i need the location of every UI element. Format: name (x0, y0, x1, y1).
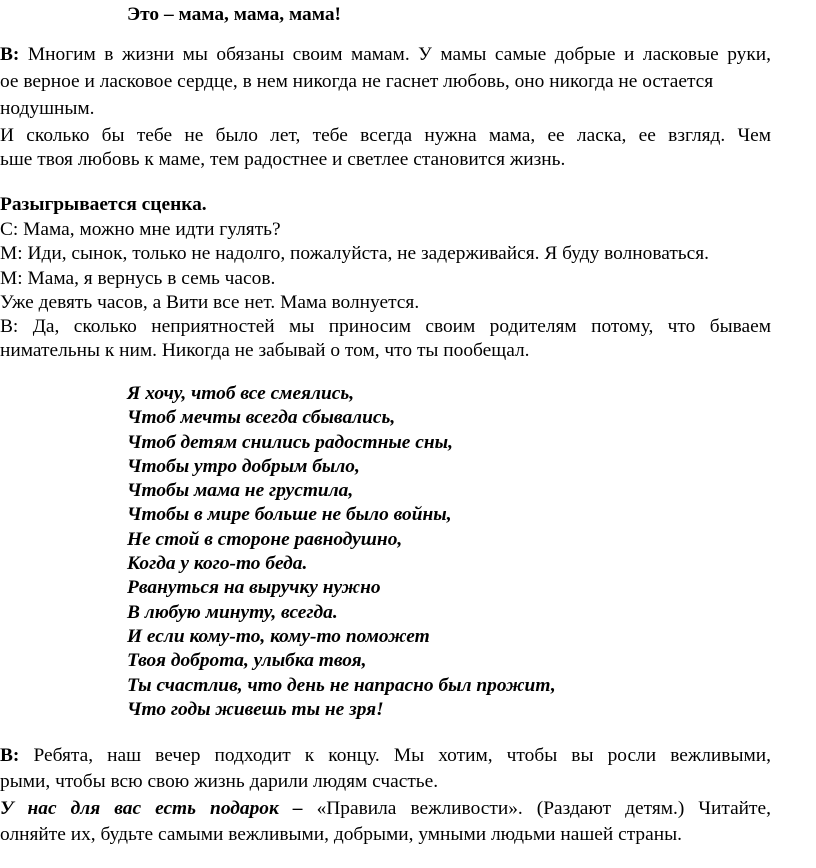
paragraph-text: Многим в жизни мы обязаны своим мамам. У мамы самые добрые и ласковые руки, (27, 44, 771, 65)
poem-line: Я хочу, чтоб все смеялись, (127, 383, 355, 404)
dialogue-line: М: Иди, сынок, только не надолго, пожалуйста, не задерживайся. Я буду волноваться. (0, 243, 710, 264)
paragraph-text: Ребята, наш вечер подходит к концу. Мы хотим, чтобы вы росли вежливыми, (33, 745, 771, 766)
paragraph-line: ьше твоя любовь к маме, тем радостнее и светлее становится жизнь. (0, 149, 566, 170)
poem-line: Чтоб детям снились радостные сны, (127, 431, 453, 453)
poem-line: Чтобы утро добрым было, (127, 455, 360, 477)
paragraph-line (0, 43, 771, 67)
speaker-label: В: (0, 745, 20, 766)
poem-line: Чтоб мечты всегда сбывались, (127, 407, 396, 429)
gift-lead: У нас для вас есть подарок – (0, 798, 303, 819)
poem-line: Рвануться на выручку нужно (127, 577, 381, 599)
paragraph-line: нодушным. (0, 98, 95, 119)
scene-heading: Разыгрывается сценка. (0, 194, 207, 215)
paragraph-line: олняйте их, будьте самыми вежливыми, добрыми, умными людьми нашей страны. (0, 824, 682, 845)
poem-line: Твоя доброта, улыбка твоя, (127, 650, 367, 672)
poem-line: Что годы живешь ты не зря! (127, 698, 384, 720)
speaker-label: В: (0, 44, 20, 65)
dialogue-line: М: Мама, я вернусь в семь часов. (0, 268, 276, 289)
paragraph-line (0, 797, 771, 821)
paragraph-line: рыми, чтобы всю свою жизнь дарили людям счастье. (0, 771, 439, 792)
dialogue-line: нимательны к ним. Никогда не забывай о том, что ты пообещал. (0, 340, 530, 361)
poem-line: Ты счастлив, что день не напрасно был прожит, (127, 674, 556, 696)
dialogue-line: В: Да, сколько неприятностей мы приносим своим родителям потому, что бываем (0, 316, 771, 337)
poem-line: Когда у кого-то беда. (127, 553, 308, 575)
poem (127, 382, 556, 722)
poem-line: И если кому-то, кому-то поможет (127, 625, 430, 647)
poem-line: Чтобы мама не грустила, (127, 480, 354, 502)
paragraph-text: «Правила вежливости». (Раздают детям.) Читайте, (316, 798, 771, 819)
dialogue-line: Уже девять часов, а Вити все нет. Мама волнуется. (0, 292, 420, 313)
paragraph-line: ое верное и ласковое сердце, в нем никогда не гаснет любовь, оно никогда не остается (0, 71, 714, 92)
poem-line: Не стой в стороне равнодушно, (127, 528, 403, 550)
document-title: Это – мама, мама, мама! (127, 4, 341, 25)
paragraph-line: И сколько бы тебе не было лет, тебе всегда нужна мама, ее ласка, ее взгляд. Чем (0, 125, 771, 146)
dialogue-line: С: Мама, можно мне идти гулять? (0, 219, 281, 240)
paragraph-line (0, 744, 771, 768)
poem-line: Чтобы в мире больше не было войны, (127, 504, 452, 526)
poem-line: В любую минуту, всегда. (127, 601, 338, 623)
